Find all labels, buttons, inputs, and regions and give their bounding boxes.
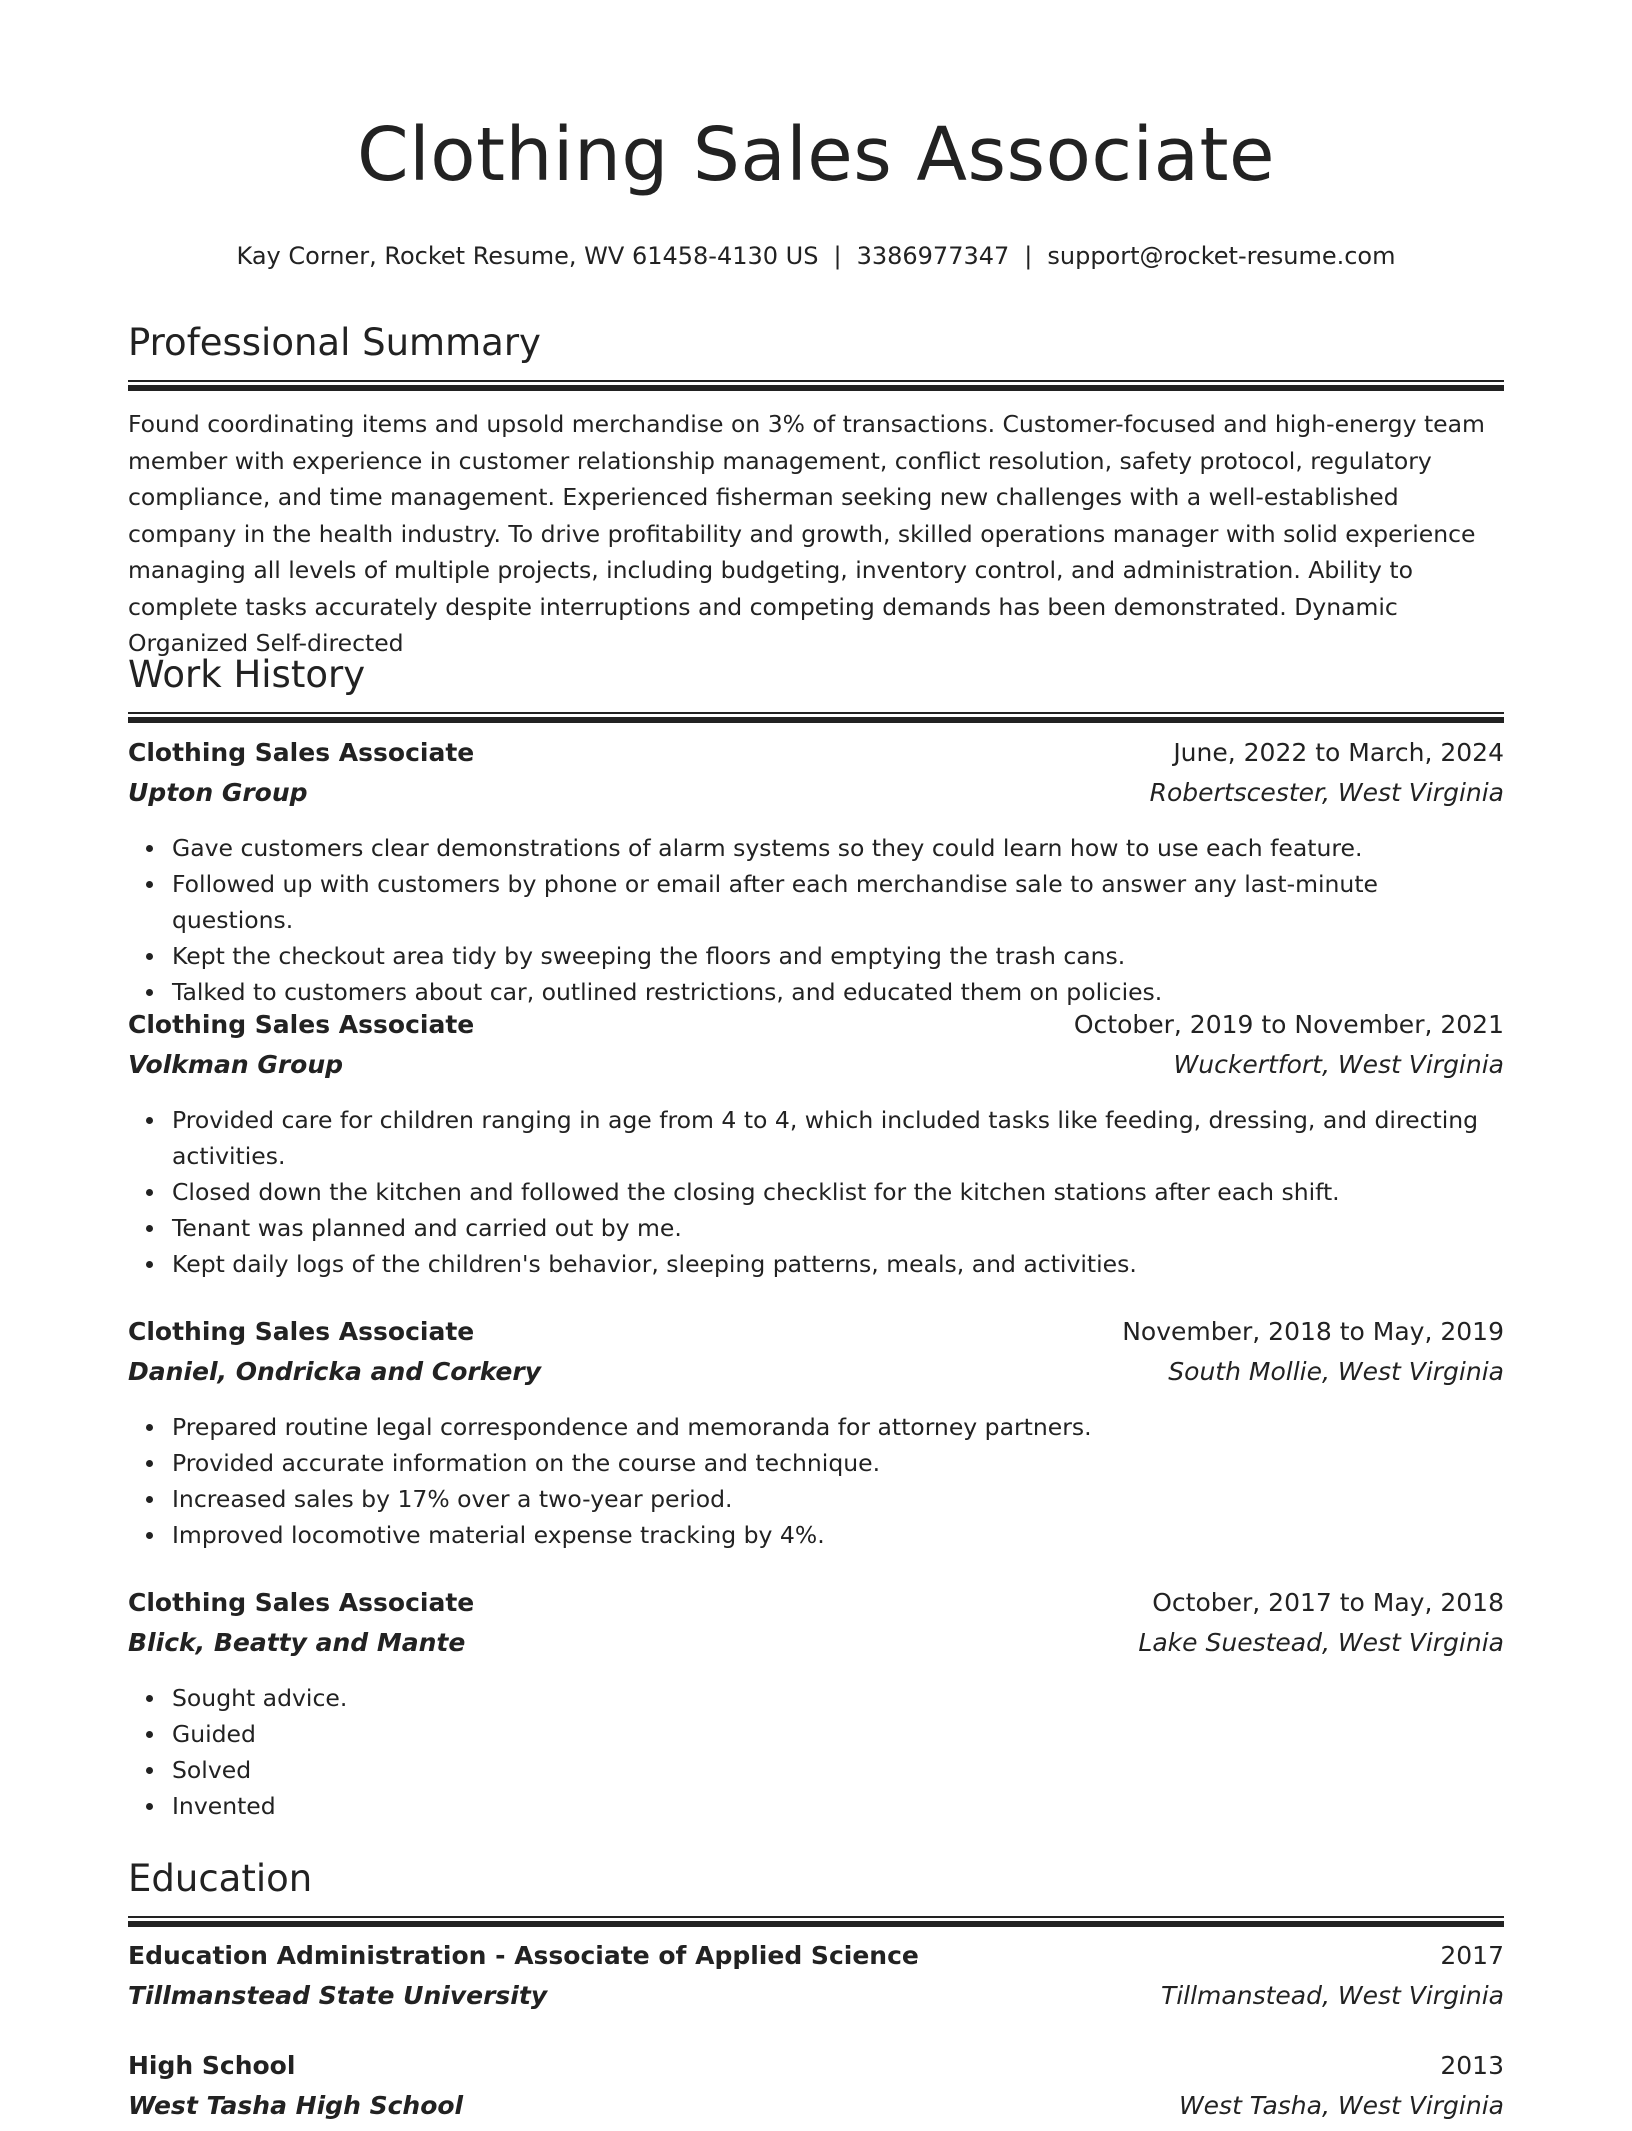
list-item: Kept the checkout area tidy by sweeping the floors and emptying the trash cans. [172,938,1504,974]
education-location: West Tasha, West Virginia [1178,2091,1504,2120]
education-entry [128,2051,1504,2131]
education-year: 2013 [1440,2051,1504,2080]
job-entry [128,738,1504,1010]
job-bullets [128,1409,1504,1553]
section-divider [128,712,1504,723]
contact-phone: 3386977347 [856,242,1010,270]
education-entry [128,1941,1504,2021]
job-dates: November, 2018 to May, 2019 [1122,1317,1504,1346]
education-year: 2017 [1440,1941,1504,1970]
work-section-heading [128,652,1504,723]
job-entry [128,1010,1504,1282]
list-item: Prepared routine legal correspondence and memoranda for attorney partners. [172,1409,1504,1445]
education-degree: High School [128,2051,296,2080]
contact-email[interactable]: support@rocket-resume.com [1047,242,1396,270]
list-item: Followed up with customers by phone or email after each merchandise sale to answer any last-minute questions. [172,866,1504,938]
resume-title: Clothing Sales Associate [357,112,1275,198]
list-item: Provided care for children ranging in age from 4 to 4, which included tasks like feeding, dressing, and directing activities. [172,1102,1504,1174]
education-heading: Education [128,1857,313,1900]
list-item: Sought advice. [172,1680,1504,1716]
job-company: Volkman Group [128,1050,344,1079]
job-location: Robertscester, West Virginia [1149,778,1504,807]
section-divider [128,380,1504,391]
job-role: Clothing Sales Associate [128,1588,475,1617]
contact-address: Kay Corner, Rocket Resume, WV 61458-4130 US [236,242,819,270]
contact-separator: | [833,242,842,270]
section-divider [128,1916,1504,1927]
list-item: Increased sales by 17% over a two-year period. [172,1481,1504,1517]
job-role: Clothing Sales Associate [128,1010,475,1039]
list-item: Closed down the kitchen and followed the closing checklist for the kitchen stations after each shift. [172,1174,1504,1210]
job-company: Blick, Beatty and Mante [128,1628,466,1657]
list-item: Gave customers clear demonstrations of alarm systems so they could learn how to use each feature. [172,830,1504,866]
list-item: Provided accurate information on the course and technique. [172,1445,1504,1481]
job-location: Wuckertfort, West Virginia [1173,1050,1504,1079]
job-company: Daniel, Ondricka and Corkery [128,1357,542,1386]
job-location: Lake Suestead, West Virginia [1138,1628,1504,1657]
summary-text: Found coordinating items and upsold merchandise on 3% of transactions. Customer-focused and high-energy team member with experience in customer relationship management, conflict resolution, safety protocol, regulatory compliance, and time management. Experienced fisherman seeking new challenges with a well-established company in the health industry. To drive profitability and growth, skilled operations manager with solid experience managing all levels of multiple projects, including budgeting, inventory control, and administration. Ability to complete tasks accurately despite interruptions and competing demands has been demonstrated. Dynamic Organized Self-directed [128,410,1485,657]
education-location: Tillmanstead, West Virginia [1160,1981,1504,2010]
list-item: Improved locomotive material expense tracking by 4%. [172,1517,1504,1553]
summary-section-heading [128,320,1504,391]
job-entry [128,1588,1504,1824]
list-item: Talked to customers about car, outlined restrictions, and educated them on policies. [172,974,1504,1010]
job-dates: June, 2022 to March, 2024 [1173,738,1504,767]
summary-heading: Professional Summary [128,321,541,364]
education-degree: Education Administration - Associate of Applied Science [128,1941,919,1970]
education-school: Tillmanstead State University [128,1981,548,2010]
job-role: Clothing Sales Associate [128,738,475,767]
education-school: West Tasha High School [128,2091,464,2120]
list-item: Guided [172,1716,1504,1752]
list-item: Invented [172,1788,1504,1824]
job-bullets [128,1102,1504,1282]
job-dates: October, 2017 to May, 2018 [1152,1588,1504,1617]
education-section-heading [128,1856,1504,1927]
job-entry [128,1317,1504,1553]
job-bullets [128,1680,1504,1824]
job-bullets [128,830,1504,1010]
job-company: Upton Group [128,778,308,807]
contact-separator: | [1024,242,1033,270]
contact-line [128,240,1504,272]
list-item: Kept daily logs of the children's behavior, sleeping patterns, meals, and activities. [172,1246,1504,1282]
job-dates: October, 2019 to November, 2021 [1073,1010,1504,1039]
job-location: South Mollie, West Virginia [1168,1357,1504,1386]
list-item: Solved [172,1752,1504,1788]
work-heading: Work History [128,653,366,696]
job-role: Clothing Sales Associate [128,1317,475,1346]
list-item: Tenant was planned and carried out by me. [172,1210,1504,1246]
